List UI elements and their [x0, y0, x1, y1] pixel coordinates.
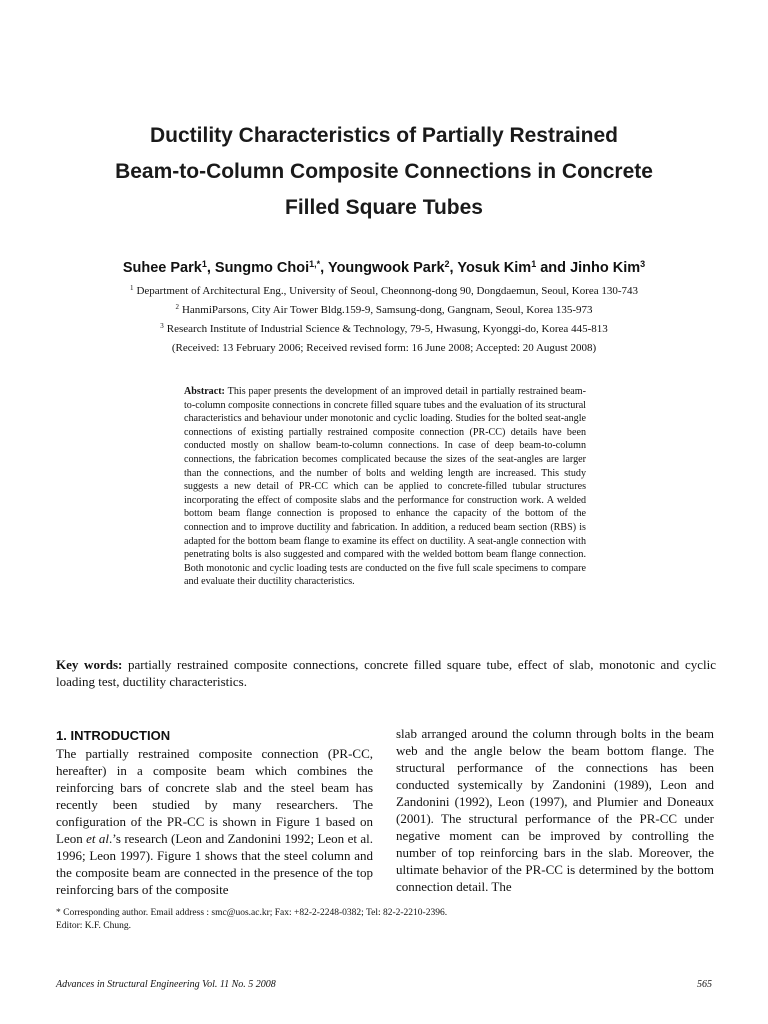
section-heading: 1. INTRODUCTION: [56, 728, 171, 743]
body-column-right: [396, 725, 714, 895]
received-dates: (Received: 13 February 2006; Received revised form: 16 June 2008; Accepted: 20 August 2008): [171, 342, 597, 354]
author-name: Suhee Park: [122, 260, 202, 276]
author-name: Yosuk Kim: [457, 260, 532, 276]
abstract-text: This paper presents the development of an improved detail in partially restrained beam-to-column composite connections in concrete filled square tubes and the evaluation of its structural characteristics and behaviour under monotonic and cyclic loading. Studies for the bolted seat-angle connections of existing partially restrained composite connection (PR-CC) details have been conducted mostly on shallow beam-to-column connections. In case of deep beam-to-column connections, the fabrication becomes complicated because the sizes of the seat-angles are larger than the connections, and the number of bolts and welding length are increased. This study suggests a new detail of PR-CC which can be applied to concrete-filled tubular structures incorporating the effect of composite slabs and the performance for construction work. A welded bottom beam flange connection is proposed to enhance the capacity of the bottom of the connection and to improve ductility and fabrication. In addition, a reduced beam section (RBS) is adapted for the bottom beam flange to examine its effect on ductility. A seat-angle connection with penetrating bolts is also suggested and compared with the welded bottom beam flange connection. Both monotonic and cyclic loading tests are conducted on the five full scale specimens to compare and evaluate their ductility characteristics.: [184, 386, 586, 588]
author-affil-mark: 1: [201, 259, 207, 269]
keywords: [56, 656, 716, 690]
keywords-label: Key words:: [56, 657, 123, 672]
affiliation: [60, 280, 708, 299]
affiliation-text: Research Institute of Industrial Science & Technology, 79-5, Hwasung, Kyonggi-do, Korea 445-813: [166, 323, 608, 335]
keywords-text: partially restrained composite connections, concrete filled square tube, effect of slab, monotonic and cyclic loading test, ductility characteristics.: [56, 657, 716, 689]
author-name: Youngwook Park: [327, 260, 445, 276]
editor-note: Editor: K.F. Chung.: [56, 921, 131, 931]
affiliations: [60, 280, 708, 337]
paragraph: slab arranged around the column through bolts in the beam web and the angle below the beam bottom flange. The structural performance of the connections has been conducted systemically by Zandonini (1989), Leon and Zandonini (1992), Leon (1997), and Plumier and Doneaux (2001). The structural performance of the PR-CC under negative moment can be improved by controlling the number of top reinforcing bars in the slab. Moreover, the ultimate behavior of the PR-CC is determined by the bottom connection detail. The: [396, 726, 714, 894]
body-column-left: [56, 727, 373, 898]
author-affil-mark: 1: [531, 259, 537, 269]
author-list: [30, 259, 738, 276]
affiliation-text: HanmiParsons, City Air Tower Bldg.159-9, Samsung-dong, Gangnam, Seoul, Korea 135-973: [181, 304, 593, 316]
abstract-label: Abstract:: [184, 386, 225, 397]
citation-italic: et al: [86, 831, 109, 846]
footnote: [56, 907, 716, 933]
author-name: Sungmo Choi: [214, 260, 310, 276]
affiliation-number: 1: [129, 284, 134, 292]
paper-title: [40, 118, 728, 226]
author-affil-mark: 1,*: [309, 259, 321, 269]
journal-citation: Advances in Structural Engineering Vol. 11 No. 5 2008: [56, 979, 276, 990]
author-separator: ,: [320, 260, 328, 276]
affiliation: [60, 318, 708, 337]
affiliation-text: Department of Architectural Eng., University of Seoul, Cheonnong-dong 90, Dongdaemun, Seoul, Korea 130-743: [136, 285, 639, 297]
author-separator: ,: [206, 260, 215, 276]
paragraph-text: The partially restrained composite connection (PR-CC, hereafter) in a composite beam which combines the reinforcing bars of concrete slab and the steel beam has recently been studied by many researchers. The configuration of the PR-CC is shown in Figure 1 based on Leon: [56, 746, 373, 846]
affiliation-number: 2: [175, 303, 179, 311]
author-affil-mark: 2: [444, 259, 450, 269]
author-name: Jinho Kim: [570, 260, 641, 276]
author-affil-mark: 3: [640, 259, 646, 269]
corresponding-author-note: * Corresponding author. Email address : smc@uos.ac.kr; Fax: +82-2-2248-0382; Tel: 82-2-2210-2396.: [56, 908, 448, 918]
author-separator: and: [536, 260, 571, 276]
title-line: Beam-to-Column Composite Connections in Concrete: [115, 160, 653, 183]
paragraph: [56, 745, 373, 898]
title-line: Filled Square Tubes: [285, 196, 483, 219]
abstract: [184, 385, 586, 589]
page-number: 565: [697, 979, 712, 990]
affiliation: [60, 299, 708, 318]
author-separator: ,: [449, 260, 458, 276]
affiliation-number: 3: [160, 322, 164, 330]
title-line: Ductility Characteristics of Partially Restrained: [150, 124, 618, 147]
paragraph-text: .’s research (Leon and Zandonini 1992; Leon et al. 1996; Leon 1997). Figure 1 shows that the steel column and the composite beam are connected in the presence of the top reinforcing bars of the composite: [56, 831, 373, 897]
